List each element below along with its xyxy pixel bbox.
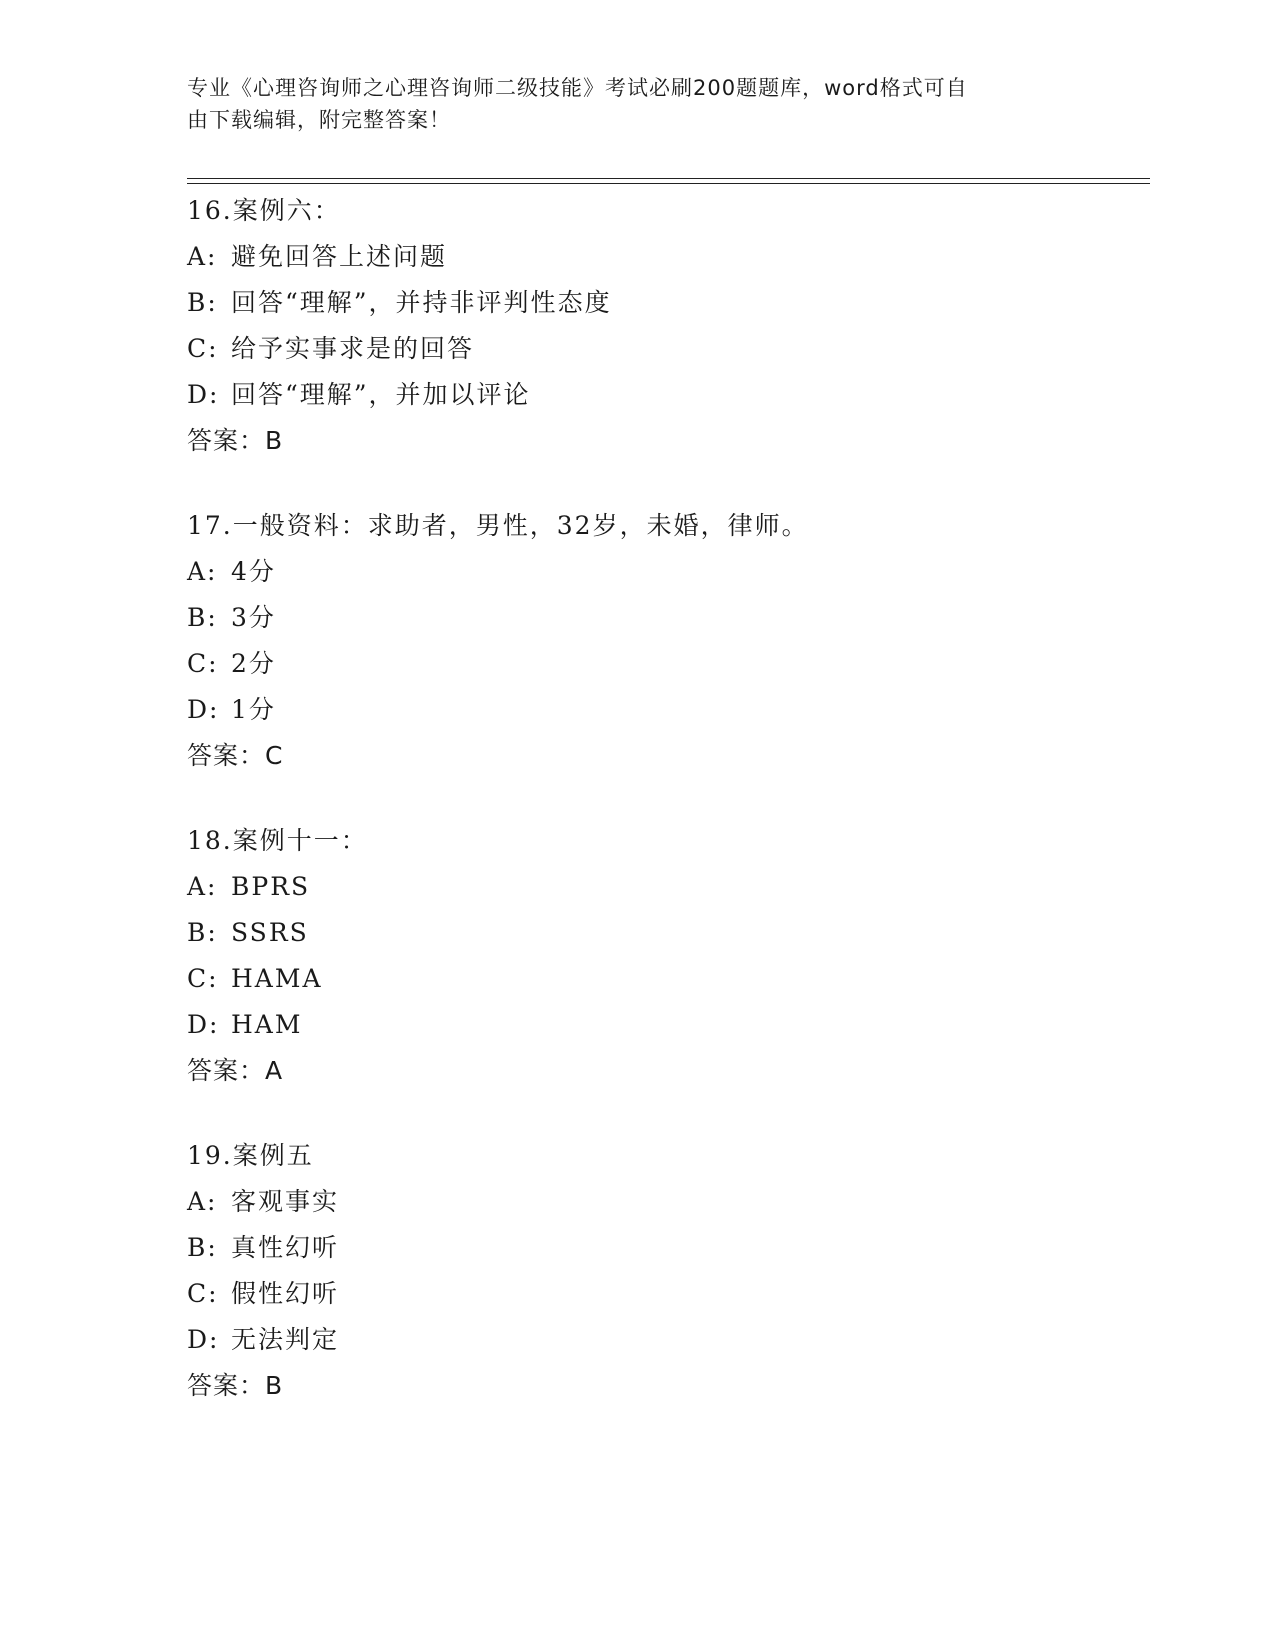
option-text: 2分 (231, 649, 276, 678)
option-label: D: (187, 1010, 220, 1039)
option-a (187, 234, 1087, 280)
option-b (187, 595, 1087, 641)
question-title: 19.案例五 (187, 1141, 314, 1170)
question-17 (187, 503, 1087, 779)
option-label: A: (187, 872, 218, 901)
option-d (187, 372, 1087, 418)
option-label: B: (187, 1233, 218, 1262)
option-label: A: (187, 1187, 218, 1216)
question-16 (187, 188, 1087, 464)
option-text: 3分 (231, 603, 276, 632)
option-label: A: (187, 242, 218, 271)
option-a (187, 1179, 1087, 1225)
option-d (187, 1002, 1087, 1048)
answer-line: 答案：B (187, 426, 284, 455)
answer-line: 答案：B (187, 1371, 284, 1400)
header-line-1: 专业《心理咨询师之心理咨询师二级技能》考试必刷200题题库，word格式可自 (187, 76, 968, 100)
answer-line: 答案：C (187, 741, 284, 770)
option-text: 避免回答上述问题 (231, 242, 448, 271)
option-text: HAM (231, 1010, 303, 1039)
option-text: 4分 (231, 557, 276, 586)
option-c (187, 1271, 1087, 1317)
option-c (187, 956, 1087, 1002)
header-divider-bottom (187, 183, 1150, 184)
question-title: 16.案例六： (187, 196, 341, 225)
option-b (187, 280, 1087, 326)
option-d (187, 1317, 1087, 1363)
option-label: D: (187, 380, 220, 409)
option-text: SSRS (231, 918, 309, 947)
question-18 (187, 818, 1087, 1094)
option-label: B: (187, 603, 218, 632)
option-label: B: (187, 918, 218, 947)
option-c (187, 641, 1087, 687)
option-text: 1分 (231, 695, 276, 724)
answer-line: 答案：A (187, 1056, 284, 1085)
header-divider-top (187, 178, 1150, 179)
header-line-2: 由下载编辑，附完整答案！ (187, 108, 451, 132)
option-text: BPRS (231, 872, 311, 901)
option-b (187, 1225, 1087, 1271)
option-text: 无法判定 (231, 1325, 340, 1354)
option-label: D: (187, 695, 220, 724)
option-label: C: (187, 964, 219, 993)
option-b (187, 910, 1087, 956)
option-c (187, 326, 1087, 372)
option-text: 给予实事求是的回答 (231, 334, 475, 363)
option-d (187, 687, 1087, 733)
document-header (187, 72, 1067, 136)
option-label: C: (187, 334, 219, 363)
option-text: 回答“理解”，并持非评判性态度 (231, 288, 612, 317)
option-text: 回答“理解”，并加以评论 (231, 380, 531, 409)
question-title: 18.案例十一： (187, 826, 368, 855)
option-a (187, 549, 1087, 595)
option-label: D: (187, 1325, 220, 1354)
option-a (187, 864, 1087, 910)
option-text: 客观事实 (231, 1187, 340, 1216)
question-19 (187, 1133, 1087, 1409)
option-text: 真性幻听 (231, 1233, 340, 1262)
option-text: HAMA (231, 964, 323, 993)
option-label: A: (187, 557, 218, 586)
option-label: B: (187, 288, 218, 317)
option-label: C: (187, 649, 219, 678)
option-label: C: (187, 1279, 219, 1308)
option-text: 假性幻听 (231, 1279, 340, 1308)
question-title: 17.一般资料：求助者，男性，32岁，未婚，律师。 (187, 511, 809, 540)
